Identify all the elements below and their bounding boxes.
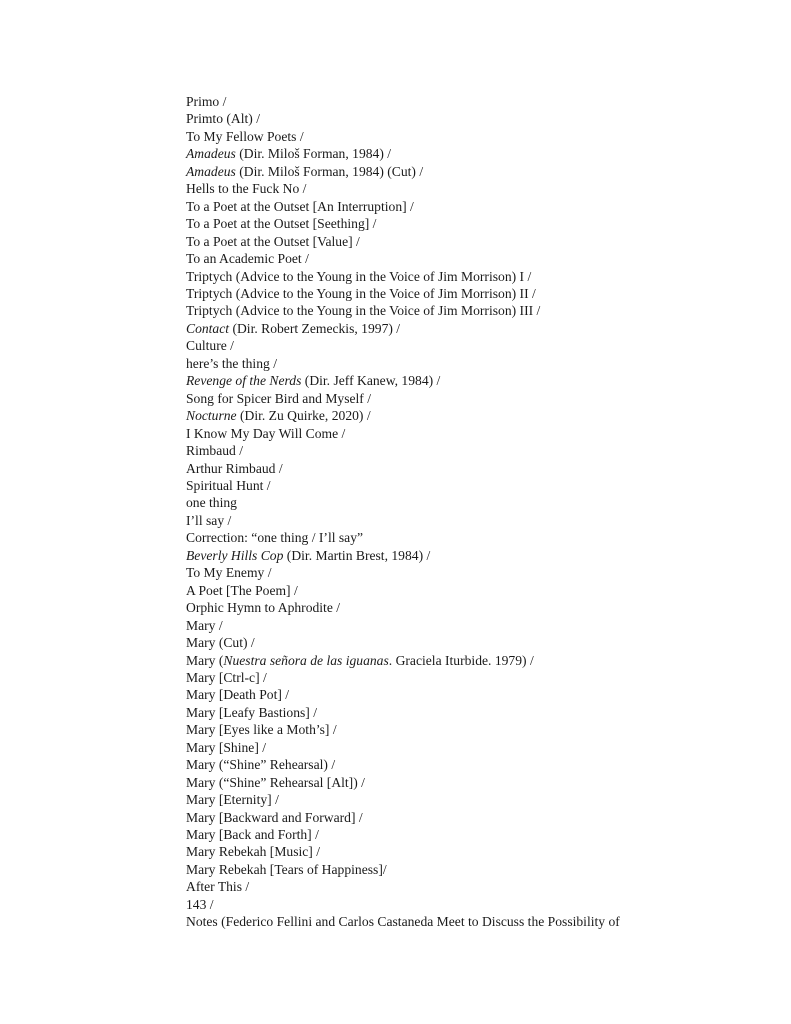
entry-text: Mary Rebekah [Tears of Happiness]/ bbox=[186, 861, 387, 877]
entry-text: Triptych (Advice to the Young in the Voice of Jim Morrison) II / bbox=[186, 285, 536, 301]
contents-entry bbox=[186, 93, 776, 110]
entry-text: Orphic Hymn to Aphrodite / bbox=[186, 600, 341, 616]
entry-text: Mary / bbox=[186, 617, 223, 633]
entry-title-italic: Amadeus bbox=[186, 163, 236, 179]
contents-entry bbox=[186, 529, 776, 546]
entry-title-italic: Amadeus bbox=[186, 146, 236, 162]
entry-text: (Dir. Martin Brest, 1984) / bbox=[283, 547, 431, 563]
entry-text: (Dir. Zu Quirke, 2020) / bbox=[236, 408, 371, 424]
entry-text: Mary (“Shine” Rehearsal [Alt]) / bbox=[186, 774, 365, 790]
contents-entry bbox=[186, 407, 776, 424]
contents-entry bbox=[186, 442, 776, 459]
entry-text: Rimbaud / bbox=[186, 443, 244, 459]
entry-text: I’ll say / bbox=[186, 512, 232, 528]
contents-entry bbox=[186, 198, 776, 215]
contents-entry bbox=[186, 215, 776, 232]
contents-entry bbox=[186, 564, 776, 581]
entry-text: Mary [Eyes like a Moth’s] / bbox=[186, 722, 337, 738]
entry-text: A Poet [The Poem] / bbox=[186, 582, 298, 598]
entry-text: To a Poet at the Outset [Value] / bbox=[186, 233, 360, 249]
contents-entry bbox=[186, 163, 776, 180]
contents-entry bbox=[186, 285, 776, 302]
contents-entry bbox=[186, 617, 776, 634]
entry-text: . Graciela Iturbide. 1979) / bbox=[388, 652, 534, 668]
contents-entry bbox=[186, 547, 776, 564]
entry-title-italic: Revenge of the Nerds bbox=[186, 373, 302, 389]
contents-entry bbox=[186, 599, 776, 616]
entry-text: Mary (Cut) / bbox=[186, 635, 255, 651]
entry-text: After This / bbox=[186, 879, 250, 895]
contents-entry bbox=[186, 634, 776, 651]
entry-text: To My Enemy / bbox=[186, 565, 272, 581]
entry-text: Arthur Rimbaud / bbox=[186, 460, 283, 476]
entry-text: To an Academic Poet / bbox=[186, 251, 309, 267]
contents-entry bbox=[186, 110, 776, 127]
contents-entry bbox=[186, 268, 776, 285]
entry-text: Mary Rebekah [Music] / bbox=[186, 844, 321, 860]
entry-text: To a Poet at the Outset [An Interruption] / bbox=[186, 198, 414, 214]
contents-entry bbox=[186, 128, 776, 145]
entry-text: Mary [Death Pot] / bbox=[186, 687, 290, 703]
entry-text: (Dir. Jeff Kanew, 1984) / bbox=[301, 373, 441, 389]
entry-title-italic: Nocturne bbox=[186, 408, 237, 424]
entry-text: Notes (Federico Fellini and Carlos Castaneda Meet to Discuss the Possibility of bbox=[186, 914, 620, 930]
contents-entry bbox=[186, 774, 776, 791]
entry-text: (Dir. Robert Zemeckis, 1997) / bbox=[229, 320, 401, 336]
entry-text: Culture / bbox=[186, 338, 234, 354]
contents-entry bbox=[186, 861, 776, 878]
entry-title-italic: Nuestra señora de las iguanas bbox=[223, 652, 389, 668]
entry-text: (Dir. Miloš Forman, 1984) (Cut) / bbox=[235, 163, 424, 179]
entry-text: Hells to the Fuck No / bbox=[186, 181, 307, 197]
contents-entry bbox=[186, 460, 776, 477]
contents-entry bbox=[186, 337, 776, 354]
contents-entry bbox=[186, 843, 776, 860]
contents-entry bbox=[186, 180, 776, 197]
entry-text: To a Poet at the Outset [Seething] / bbox=[186, 216, 377, 232]
contents-entry bbox=[186, 826, 776, 843]
contents-entry bbox=[186, 355, 776, 372]
contents-entry bbox=[186, 896, 776, 913]
entry-text: Correction: “one thing / I’ll say” bbox=[186, 530, 364, 546]
entry-text: Mary [Back and Forth] / bbox=[186, 827, 319, 843]
contents-entry bbox=[186, 512, 776, 529]
contents-entry bbox=[186, 669, 776, 686]
contents-entry bbox=[186, 721, 776, 738]
contents-entry bbox=[186, 704, 776, 721]
entry-text: Song for Spicer Bird and Myself / bbox=[186, 390, 372, 406]
contents-entry bbox=[186, 302, 776, 319]
contents-entry bbox=[186, 756, 776, 773]
entry-text: Mary [Eternity] / bbox=[186, 792, 279, 808]
entry-text: Triptych (Advice to the Young in the Voice of Jim Morrison) I / bbox=[186, 268, 532, 284]
contents-entry bbox=[186, 320, 776, 337]
entry-text: Mary [Ctrl-c] / bbox=[186, 669, 267, 685]
contents-entry bbox=[186, 477, 776, 494]
entry-text: here’s the thing / bbox=[186, 355, 277, 371]
contents-entry bbox=[186, 582, 776, 599]
entry-text: (Dir. Miloš Forman, 1984) / bbox=[235, 146, 392, 162]
contents-list bbox=[186, 93, 776, 931]
entry-text: Primto (Alt) / bbox=[186, 111, 261, 127]
entry-text: I Know My Day Will Come / bbox=[186, 425, 346, 441]
entry-text: Spiritual Hunt / bbox=[186, 477, 271, 493]
contents-entry bbox=[186, 372, 776, 389]
entry-text: Triptych (Advice to the Young in the Voice of Jim Morrison) III / bbox=[186, 303, 541, 319]
contents-entry bbox=[186, 390, 776, 407]
entry-title-italic: Contact bbox=[186, 320, 230, 336]
contents-entry bbox=[186, 425, 776, 442]
entry-text: To My Fellow Poets / bbox=[186, 128, 304, 144]
entry-text: 143 / bbox=[186, 896, 214, 912]
contents-entry bbox=[186, 250, 776, 267]
entry-text: Primo / bbox=[186, 94, 227, 109]
contents-entry bbox=[186, 809, 776, 826]
contents-entry bbox=[186, 791, 776, 808]
contents-entry bbox=[186, 494, 776, 511]
contents-entry bbox=[186, 145, 776, 162]
entry-title-italic: Beverly Hills Cop bbox=[186, 547, 284, 563]
contents-entry bbox=[186, 233, 776, 250]
contents-entry bbox=[186, 686, 776, 703]
contents-entry bbox=[186, 652, 776, 669]
contents-entry bbox=[186, 739, 776, 756]
entry-text: Mary (“Shine” Rehearsal) / bbox=[186, 757, 336, 773]
entry-text: Mary [Leafy Bastions] / bbox=[186, 704, 317, 720]
contents-entry bbox=[186, 878, 776, 895]
entry-text: Mary ( bbox=[186, 652, 224, 668]
entry-text: Mary [Backward and Forward] / bbox=[186, 809, 363, 825]
entry-text: one thing bbox=[186, 495, 237, 511]
contents-entry bbox=[186, 913, 776, 930]
entry-text: Mary [Shine] / bbox=[186, 739, 267, 755]
